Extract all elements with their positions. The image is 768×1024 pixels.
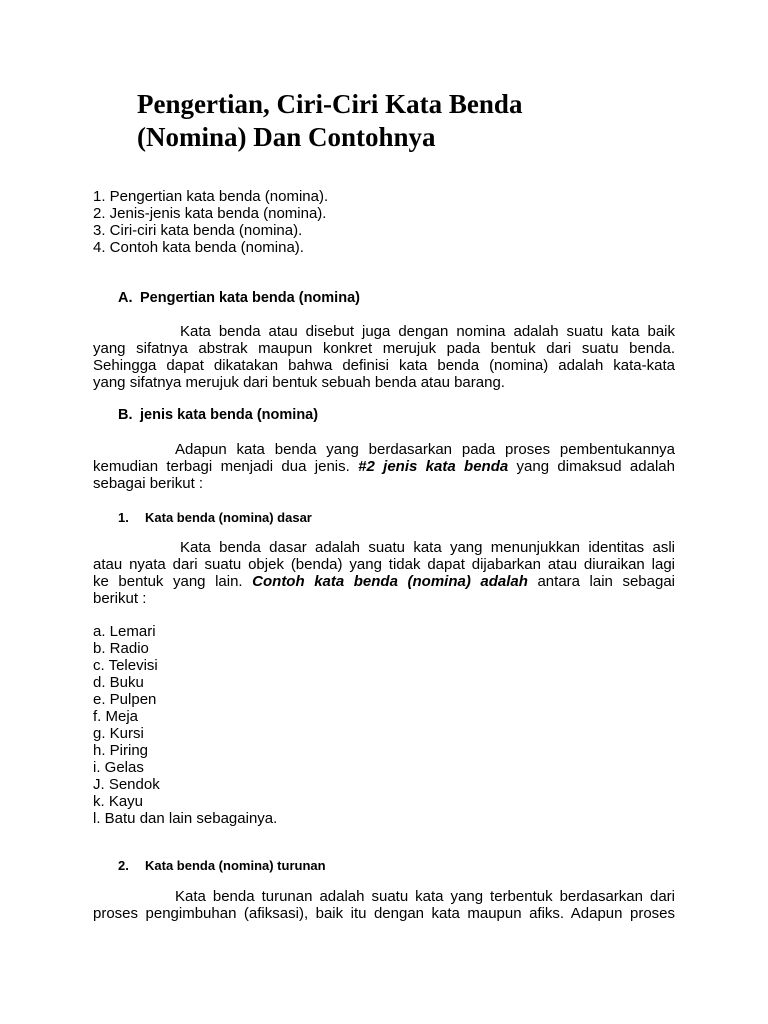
subsection-1-title: Kata benda (nomina) dasar [145,510,312,525]
toc-item: 1. Pengertian kata benda (nomina). [93,188,329,205]
text-run: ke bentuk yang lain. [93,573,253,590]
text-run: yang dimaksud adalah [508,458,675,475]
list-item: c. Televisi [93,657,158,674]
list-item: e. Pulpen [93,691,157,708]
paragraph-line: Sehingga dapat dikatakan bahwa definisi kata benda (nomina) adalah kata-kata [93,357,675,374]
section-a-heading [118,290,360,307]
subsection-2-marker: 2. [118,858,129,873]
list-item: l. Batu dan lain sebagainya. [93,810,278,827]
paragraph-line: Adapun kata benda yang berdasarkan pada proses pembentukannya [175,441,675,458]
list-item: g. Kursi [93,725,144,742]
subsection-1-paragraph [93,539,675,607]
text-run: kemudian terbagi menjadi dua jenis. [93,458,359,475]
list-item: d. Buku [93,674,144,691]
list-item: a. Lemari [93,623,156,640]
emphasis-text: #2 jenis kata benda [358,458,509,475]
emphasis-text: Contoh kata benda (nomina) adalah [252,573,528,590]
section-b-heading [118,407,318,424]
list-item: J. Sendok [93,776,160,793]
title-line-1: Pengertian, Ciri-Ciri Kata Benda [137,89,523,119]
subsection-1-heading [118,509,312,526]
list-item: h. Piring [93,742,149,759]
list-item: k. Kayu [93,793,144,810]
paragraph-line [93,458,675,475]
paragraph-line [93,573,675,590]
list-item: b. Radio [93,640,149,657]
subsection-2-heading [118,857,326,874]
paragraph-line: atau nyata dari suatu objek (benda) yang tidak dapat dijabarkan atau diuraikan lagi [93,556,675,573]
text-run: antara lain sebagai [527,573,675,590]
subsection-2-title: Kata benda (nomina) turunan [145,858,326,873]
section-b-title: jenis kata benda (nomina) [140,407,319,423]
title-line-2: (Nomina) Dan Contohnya [137,122,436,152]
section-b-paragraph [93,441,675,492]
table-of-contents [93,188,328,256]
section-a-marker: A. [118,290,133,306]
section-a-title: Pengertian kata benda (nomina) [140,290,360,306]
example-list [93,623,277,827]
document-title [137,88,697,154]
section-a-paragraph [93,323,675,391]
paragraph-line: Kata benda turunan adalah suatu kata yang terbentuk berdasarkan dari [175,888,675,905]
list-item: i. Gelas [93,759,144,776]
paragraph-line: Kata benda dasar adalah suatu kata yang menunjukkan identitas asli [180,539,675,556]
paragraph-line: proses pengimbuhan (afiksasi), baik itu dengan kata maupun afiks. Adapun proses [93,905,675,922]
paragraph-line: Kata benda atau disebut juga dengan nomina adalah suatu kata baik [180,323,675,340]
toc-item: 2. Jenis-jenis kata benda (nomina). [93,205,327,222]
list-item: f. Meja [93,708,139,725]
subsection-1-marker: 1. [118,510,129,525]
section-b-marker: B. [118,407,133,423]
toc-item: 3. Ciri-ciri kata benda (nomina). [93,222,303,239]
subsection-2-paragraph [93,888,675,922]
toc-item: 4. Contoh kata benda (nomina). [93,239,304,256]
paragraph-line: yang sifatnya abstrak maupun konkret merujuk pada bentuk dari suatu benda. [93,340,675,357]
paragraph-line: yang sifatnya merujuk dari bentuk sebuah benda atau barang. [93,374,505,391]
paragraph-line: berikut : [93,590,147,607]
paragraph-line: sebagai berikut : [93,475,204,492]
